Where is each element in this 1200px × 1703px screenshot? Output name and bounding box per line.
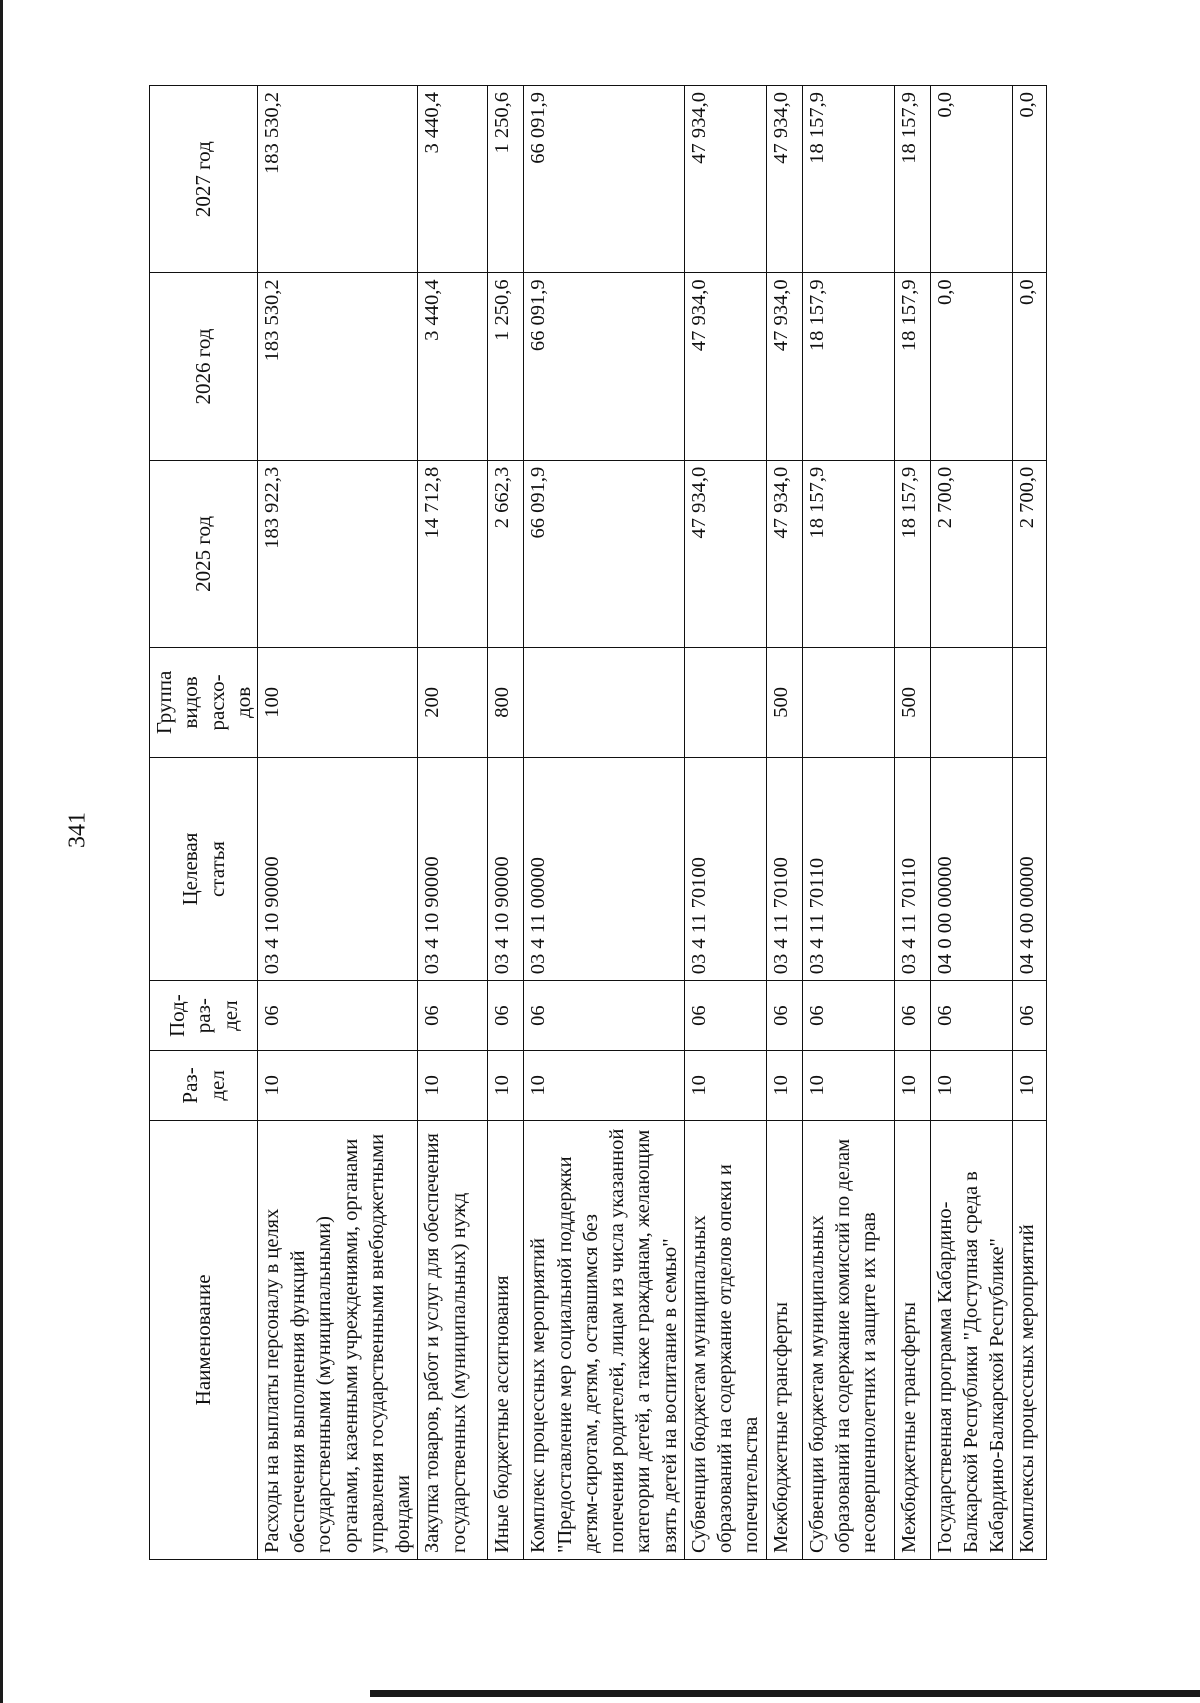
cell-2027: 1 250,6	[488, 86, 524, 273]
table-row	[258, 86, 418, 1560]
scan-edge-left	[0, 0, 3, 1703]
cell-2027: 0,0	[1012, 86, 1046, 273]
cell-celevaya: 03 4 10 90000	[418, 757, 488, 980]
cell-name: Расходы на выплаты персоналу в целях обеспечения выполнения функций государственными (муниципальными) органами, казенными учреждениями, органами управления государственными внебюджетными фондами	[258, 1120, 418, 1559]
cell-razdel: 10	[930, 1051, 1012, 1121]
cell-podrazdel: 06	[1012, 981, 1046, 1051]
cell-gruppa: 500	[894, 648, 930, 758]
cell-podrazdel: 06	[488, 981, 524, 1051]
cell-razdel: 10	[1012, 1051, 1046, 1121]
cell-razdel: 10	[766, 1051, 802, 1121]
cell-2026: 47 934,0	[684, 273, 766, 460]
cell-2026: 18 157,9	[894, 273, 930, 460]
cell-razdel: 10	[418, 1051, 488, 1121]
table-row	[418, 86, 488, 1560]
cell-celevaya: 03 4 11 70100	[684, 757, 766, 980]
cell-2027: 0,0	[930, 86, 1012, 273]
table-row	[684, 86, 766, 1560]
cell-name: Межбюджетные трансферты	[766, 1120, 802, 1559]
scan-edge-bottom	[370, 1690, 1200, 1697]
cell-podrazdel: 06	[894, 981, 930, 1051]
cell-celevaya: 03 4 11 00000	[524, 757, 684, 980]
cell-gruppa: 200	[418, 648, 488, 758]
cell-name: Закупка товаров, работ и услуг для обеспечения государственных (муниципальных) нужд	[418, 1120, 488, 1559]
header-podrazdel: Под- раз- дел	[150, 981, 258, 1051]
cell-podrazdel: 06	[418, 981, 488, 1051]
cell-podrazdel: 06	[802, 981, 894, 1051]
cell-razdel: 10	[802, 1051, 894, 1121]
cell-2025: 183 922,3	[258, 460, 418, 647]
cell-podrazdel: 06	[930, 981, 1012, 1051]
table-row	[894, 86, 930, 1560]
cell-podrazdel: 06	[524, 981, 684, 1051]
cell-2025: 18 157,9	[802, 460, 894, 647]
budget-table	[149, 85, 1047, 1560]
cell-2027: 66 091,9	[524, 86, 684, 273]
cell-celevaya: 03 4 11 70110	[894, 757, 930, 980]
cell-gruppa	[684, 648, 766, 758]
cell-2027: 183 530,2	[258, 86, 418, 273]
cell-2025: 18 157,9	[894, 460, 930, 647]
cell-2025: 2 662,3	[488, 460, 524, 647]
table-row	[1012, 86, 1046, 1560]
cell-gruppa	[930, 648, 1012, 758]
cell-celevaya: 03 4 10 90000	[488, 757, 524, 980]
cell-razdel: 10	[258, 1051, 418, 1121]
cell-2025: 47 934,0	[766, 460, 802, 647]
cell-2025: 2 700,0	[1012, 460, 1046, 647]
table-row	[766, 86, 802, 1560]
cell-razdel: 10	[684, 1051, 766, 1121]
cell-gruppa: 800	[488, 648, 524, 758]
cell-gruppa	[524, 648, 684, 758]
header-gruppa: Группа видов расхо- дов	[150, 648, 258, 758]
cell-razdel: 10	[524, 1051, 684, 1121]
cell-2026: 0,0	[1012, 273, 1046, 460]
cell-name: Комплекс процессных мероприятий "Предоставление мер социальной поддержки детям-сиротам, детям, оставшимся без попечения родителей, лицам из числа указанной категории детей, а также гражданам, желающим взять детей на воспитание в семью"	[524, 1120, 684, 1559]
cell-2026: 1 250,6	[488, 273, 524, 460]
cell-name: Субвенции бюджетам муниципальных образований на содержание комиссий по делам несовершеннолетних и защите их прав	[802, 1120, 894, 1559]
header-razdel: Раз- дел	[150, 1051, 258, 1121]
table-row	[488, 86, 524, 1560]
cell-podrazdel: 06	[258, 981, 418, 1051]
cell-razdel: 10	[894, 1051, 930, 1121]
header-2025: 2025 год	[150, 460, 258, 647]
cell-podrazdel: 06	[684, 981, 766, 1051]
table-row	[524, 86, 684, 1560]
header-row	[150, 86, 258, 1560]
cell-2027: 18 157,9	[894, 86, 930, 273]
page-number: 341	[64, 812, 91, 848]
cell-razdel: 10	[488, 1051, 524, 1121]
cell-podrazdel: 06	[766, 981, 802, 1051]
cell-2026: 3 440,4	[418, 273, 488, 460]
cell-2027: 47 934,0	[766, 86, 802, 273]
cell-2027: 47 934,0	[684, 86, 766, 273]
cell-name: Комплексы процессных мероприятий	[1012, 1120, 1046, 1559]
cell-celevaya: 03 4 10 90000	[258, 757, 418, 980]
cell-2027: 18 157,9	[802, 86, 894, 273]
cell-celevaya: 03 4 11 70110	[802, 757, 894, 980]
cell-celevaya: 04 4 00 00000	[1012, 757, 1046, 980]
cell-2026: 66 091,9	[524, 273, 684, 460]
cell-celevaya: 03 4 11 70100	[766, 757, 802, 980]
table-body	[258, 86, 1047, 1560]
header-2027: 2027 год	[150, 86, 258, 273]
header-2026: 2026 год	[150, 273, 258, 460]
cell-2026: 183 530,2	[258, 273, 418, 460]
cell-2025: 2 700,0	[930, 460, 1012, 647]
cell-2027: 3 440,4	[418, 86, 488, 273]
cell-celevaya: 04 0 00 00000	[930, 757, 1012, 980]
table-row	[802, 86, 894, 1560]
cell-2025: 14 712,8	[418, 460, 488, 647]
header-name: Наименование	[150, 1120, 258, 1559]
cell-name: Иные бюджетные ассигнования	[488, 1120, 524, 1559]
cell-name: Государственная программа Кабардино-Балкарской Республики "Доступная среда в Кабардино-Балкарской Республике"	[930, 1120, 1012, 1559]
cell-2026: 18 157,9	[802, 273, 894, 460]
cell-2026: 47 934,0	[766, 273, 802, 460]
cell-gruppa	[802, 648, 894, 758]
cell-gruppa: 500	[766, 648, 802, 758]
cell-2025: 66 091,9	[524, 460, 684, 647]
cell-2026: 0,0	[930, 273, 1012, 460]
cell-gruppa: 100	[258, 648, 418, 758]
cell-gruppa	[1012, 648, 1046, 758]
header-celevaya: Целевая статья	[150, 757, 258, 980]
rotated-table-wrapper	[149, 85, 1038, 1560]
cell-2025: 47 934,0	[684, 460, 766, 647]
cell-name: Межбюджетные трансферты	[894, 1120, 930, 1559]
table-row	[930, 86, 1012, 1560]
cell-name: Субвенции бюджетам муниципальных образований на содержание отделов опеки и попечительства	[684, 1120, 766, 1559]
